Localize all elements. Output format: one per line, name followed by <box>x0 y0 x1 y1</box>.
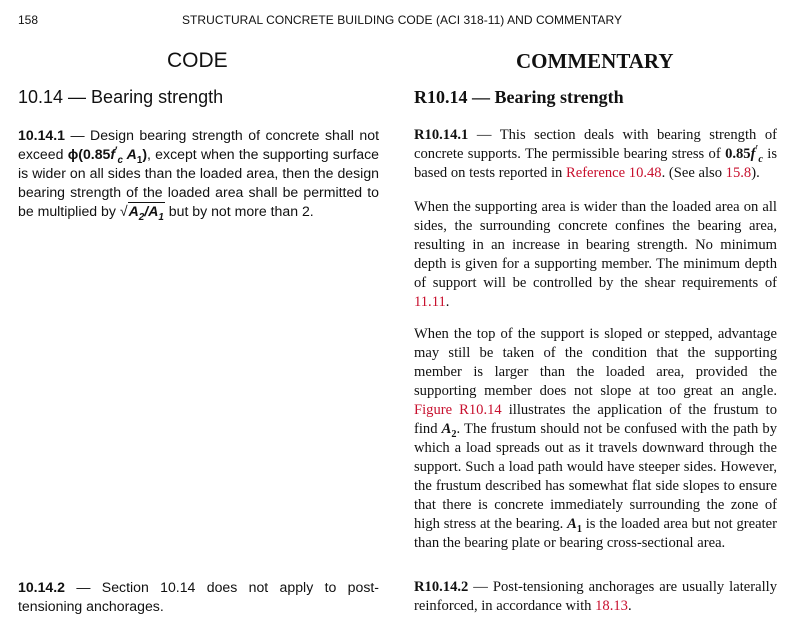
clause-number: 10.14.2 <box>18 579 66 595</box>
sqrt-A2: A <box>128 203 139 219</box>
clause-number: 10.14.1 <box>18 127 66 143</box>
clause-text: ). <box>751 165 760 181</box>
clause-text: is the loaded area but not greater than the bearing plate or bearing cross-sectional area. <box>414 516 777 551</box>
sqrt-sub1: 1 <box>158 211 164 223</box>
reference-link-11-11[interactable]: 11.11 <box>414 294 446 310</box>
symbol-A2: A <box>441 421 452 437</box>
clause-text: — Section 10.14 does not apply to post-tensioning anchorages. <box>18 579 379 614</box>
stress-sub-c: c <box>758 153 763 165</box>
commentary-paragraph-r10-14-2 <box>414 578 777 616</box>
sqrt-sign: √ <box>119 203 128 219</box>
commentary-paragraph-r10-14-1 <box>414 126 777 183</box>
clause-text: — Design bearing strength of concrete shall not exceed <box>18 127 379 162</box>
code-paragraph-10-14-2 <box>18 578 379 616</box>
clause-text: — Post-tensioning anchorages are usually laterally reinforced, in accordance with <box>414 579 777 614</box>
commentary-section-title: R10.14 — Bearing strength <box>414 87 624 107</box>
symbol-A2-sub: 2 <box>451 428 457 440</box>
clause-text: illustrates the application of the frustum to find <box>414 402 777 437</box>
clause-text: . The frustum should not be confused with the path by which a load spreads out as it travels downward through the support. Such a load path would have steeper sides. However, the frustum described has somewhat flat side slopes to ensure that there is concrete immediately surrounding the zone of high stress at the bearing. <box>414 421 777 532</box>
code-column-heading: CODE <box>167 49 228 72</box>
running-header: STRUCTURAL CONCRETE BUILDING CODE (ACI 318-11) AND COMMENTARY <box>182 13 623 27</box>
formula-A: A <box>122 146 137 162</box>
sqrt-A1: A <box>148 203 159 219</box>
stress-prime: ′ <box>755 144 759 156</box>
code-section-title: 10.14 — Bearing strength <box>18 87 224 107</box>
clause-text: is based on tests reported in <box>414 146 777 181</box>
page-number: 158 <box>18 13 39 27</box>
formula-f: f <box>110 146 116 162</box>
stress-f: f <box>750 146 756 162</box>
clause-number: R10.14.2 <box>414 579 469 595</box>
sqrt-ratio-formula <box>120 202 165 221</box>
formula-prime: ′ <box>115 145 118 157</box>
formula-sub-1: 1 <box>136 154 143 166</box>
clause-text: When the supporting area is wider than the loaded area on all sides, the surrounding concrete confines the bearing area, resulting in an increase in bearing strength. No minimum depth is given for a supporting member. The minimum depth of support will be controlled by the shear requirements of <box>414 199 777 291</box>
sqrt-radicand <box>128 202 165 223</box>
commentary-paragraph-confinement <box>414 198 777 312</box>
formula-phi: ϕ(0.85 <box>67 146 111 162</box>
clause-text: . <box>627 598 632 614</box>
symbol-A1-sub: 1 <box>576 523 582 535</box>
clause-text: — This section deals with bearing strength of concrete supports. The permissible bearing stress of <box>414 127 777 162</box>
reference-link-10-48[interactable]: Reference 10.48 <box>565 165 662 181</box>
reference-link-18-13[interactable]: 18.13 <box>595 598 628 614</box>
clause-text: . (See also <box>661 165 726 181</box>
sqrt-sub2: 2 <box>138 211 145 223</box>
formula-sub-c: c <box>117 154 123 166</box>
sqrt-slash: / <box>144 203 149 219</box>
commentary-column-heading: COMMENTARY <box>516 49 674 73</box>
clause-text: . <box>445 294 450 310</box>
formula-close: ) <box>142 146 148 162</box>
clause-text: but by not more than 2. <box>164 203 314 219</box>
stress-value: 0.85 <box>725 146 751 162</box>
reference-link-15-8[interactable]: 15.8 <box>725 165 752 181</box>
symbol-A1: A <box>567 516 577 532</box>
figure-link-r10-14[interactable]: Figure R10.14 <box>414 402 502 418</box>
clause-number: R10.14.1 <box>414 127 469 143</box>
clause-text: , except when the supporting surface is wider on all sides than the loaded area, then the design bearing strength of the loaded area shall be permitted to be multiplied by <box>18 146 379 219</box>
commentary-paragraph-frustum <box>414 325 777 553</box>
clause-text: When the top of the support is sloped or stepped, advantage may still be taken of the condition that the supporting member is larger than the loaded area, provided the supporting member does not slope at too great an angle. <box>414 326 777 399</box>
code-paragraph-10-14-1 <box>18 126 379 221</box>
